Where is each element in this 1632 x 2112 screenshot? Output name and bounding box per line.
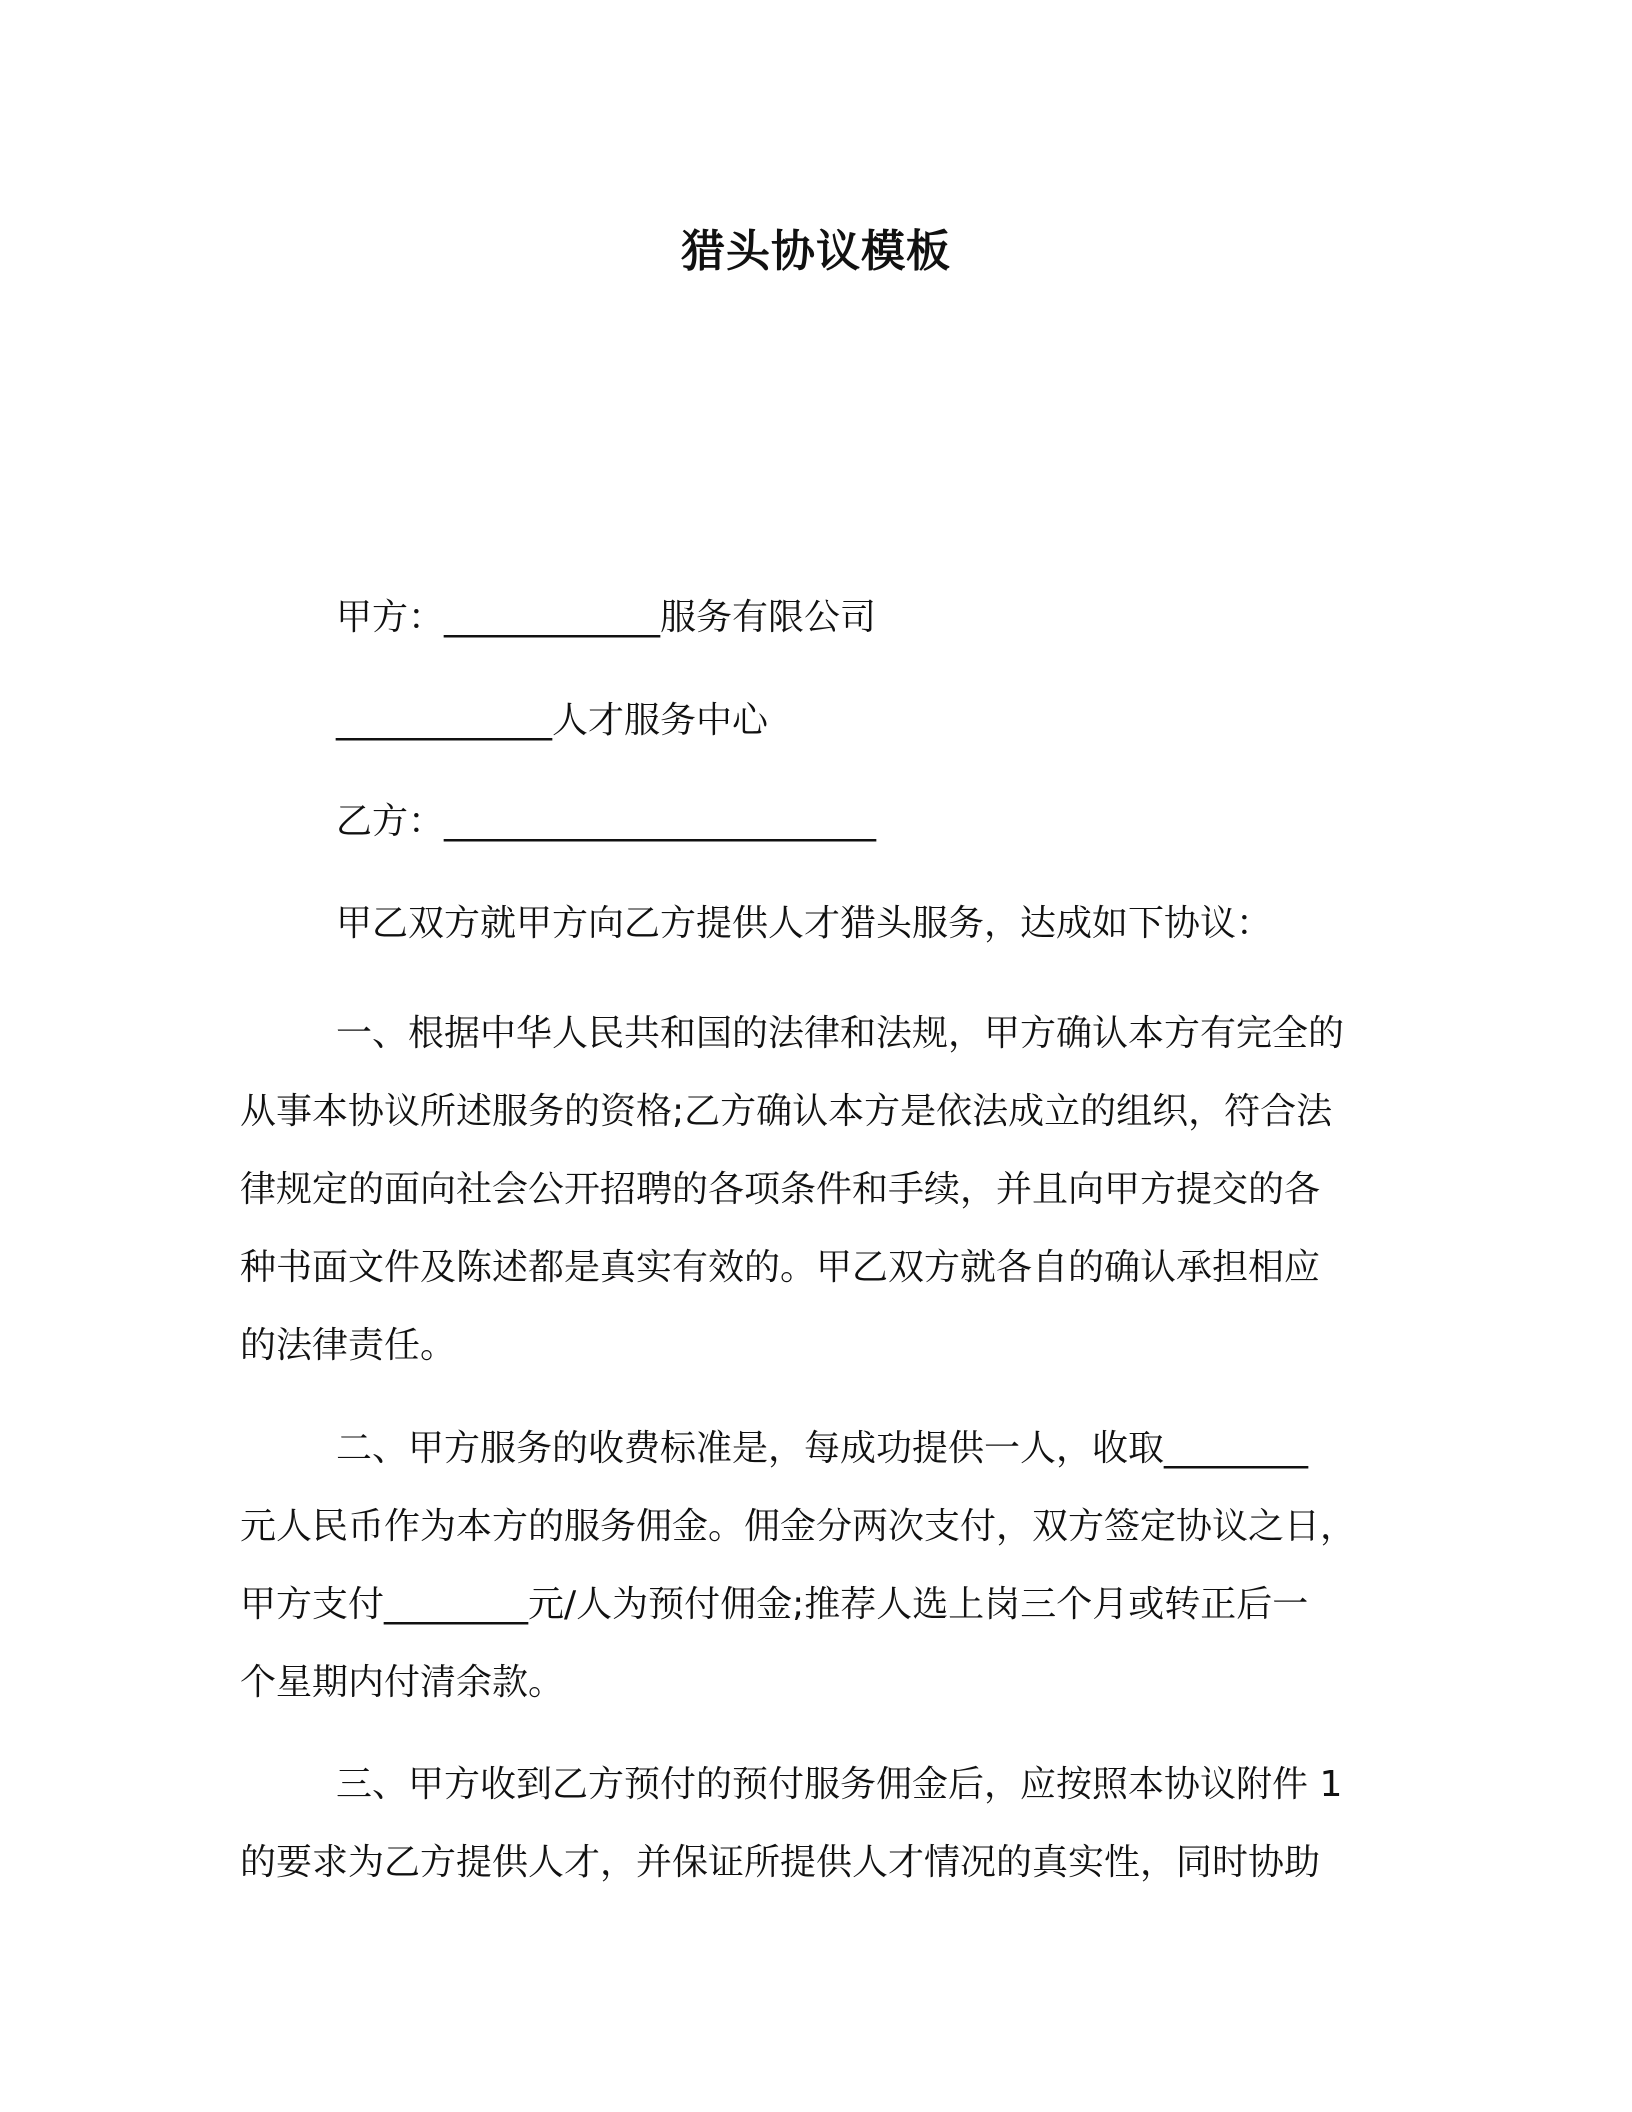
- section-1-line: 一、根据中华人民共和国的法律和法规，甲方确认本方有完全的: [336, 1013, 1345, 1054]
- intro-paragraph: 甲乙双方就甲方向乙方提供人才猎头服务，达成如下协议：: [336, 903, 1273, 944]
- section-2-line: 甲方支付________元/人为预付佣金;推荐人选上岗三个月或转正后一: [240, 1584, 1309, 1625]
- section-2-line: 二、甲方服务的收费标准是，每成功提供一人，收取________: [336, 1428, 1309, 1469]
- section-1-paragraph: [240, 995, 1380, 1385]
- section-2-line: 个星期内付清余款。: [240, 1662, 565, 1703]
- section-3-line: 三、甲方收到乙方预付的预付服务佣金后，应按照本协议附件 1: [336, 1764, 1343, 1805]
- section-1-line: 律规定的面向社会公开招聘的各项条件和手续，并且向甲方提交的各: [240, 1169, 1321, 1210]
- party-b-line: 乙方：________________________: [336, 801, 877, 842]
- section-1-line: 从事本协议所述服务的资格;乙方确认本方是依法成立的组织，符合法: [240, 1091, 1333, 1132]
- talent-center-line: ____________人才服务中心: [336, 700, 769, 741]
- party-a-line: 甲方：____________服务有限公司: [336, 597, 877, 638]
- section-3-line: 的要求为乙方提供人才，并保证所提供人才情况的真实性，同时协助: [240, 1842, 1321, 1883]
- section-2-paragraph: [240, 1410, 1380, 1722]
- section-1-line: 的法律责任。: [240, 1325, 457, 1366]
- document-title: 猎头协议模板: [681, 226, 951, 277]
- section-3-paragraph: [240, 1746, 1380, 1902]
- section-2-line: 元人民币作为本方的服务佣金。佣金分两次支付，双方签定协议之日，: [240, 1506, 1357, 1547]
- section-1-line: 种书面文件及陈述都是真实有效的。甲乙双方就各自的确认承担相应: [240, 1247, 1321, 1288]
